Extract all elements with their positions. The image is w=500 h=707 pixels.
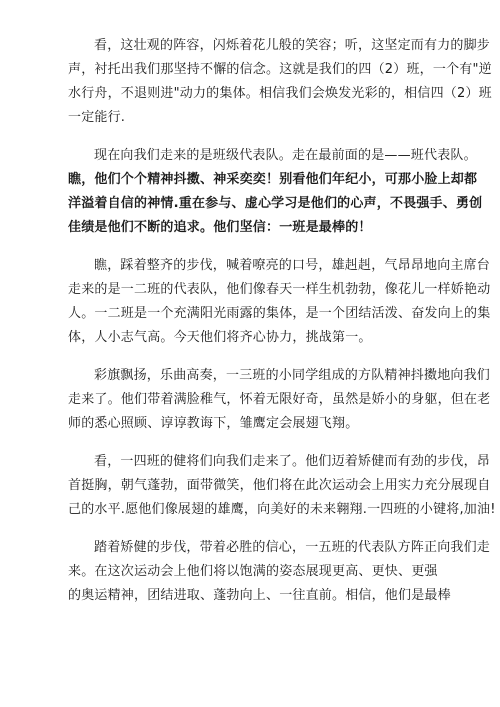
text-line: 瞧，他们个个精神抖擞、神采奕奕！别看他们年纪小，可那小脸上却都 <box>68 172 478 187</box>
text-line: 走来了。他们带着满脸稚气，怀着无限好奇，虽然是娇小的身躯，但在老 <box>68 392 491 407</box>
text-line: 看，这壮观的阵容，闪烁着花儿般的笑容；听，这坚定而有力的脚步 <box>94 38 491 53</box>
paragraph-4 <box>68 364 491 436</box>
paragraph-2 <box>68 144 483 240</box>
text-line: 体，人小志气高。今天他们将齐心协力，挑战第一。 <box>68 330 372 345</box>
text-line: 踏着矫健的步伐，带着必胜的信心，一五班的代表队方阵正向我们走 <box>94 540 491 555</box>
paragraph-5 <box>68 450 496 522</box>
text-line: 看，一四班的健将们向我们走来了。他们迈着矫健而有劲的步伐，昂 <box>94 454 491 469</box>
text-line: 彩旗飘扬，乐曲高奏，一三班的小同学组成的方队精神抖擞地向我们 <box>94 368 491 383</box>
text-line: 洋溢着自信的神情.重在参与、虚心学习是他们的心声，不畏强手、勇创 <box>68 196 483 211</box>
text-line: 瞧，踩着整齐的步伐，喊着嘹亮的口号，雄赳赳，气昂昂地向主席台 <box>94 258 491 273</box>
text-line: 师的悉心照顾、谆谆教诲下，雏鹰定会展翅飞翔。 <box>68 416 359 431</box>
text-line: 人。一二班是一个充满阳光雨露的集体，是一个团结活泼、奋发向上的集 <box>68 306 491 321</box>
text-line: 水行舟，不退则进"动力的集体。相信我们会焕发光彩的，相信四（2）班 <box>68 86 492 101</box>
text-line: 的奥运精神，团结进取、蓬勃向上、一往直前。相信，他们是最棒 <box>68 588 451 603</box>
paragraph-6 <box>68 536 491 608</box>
text-line: 己的水平.愿他们像展翅的雄鹰，向美好的未来翱翔.一四班的小键将,加油! <box>68 502 496 517</box>
text-line: 来。在这次运动会上他们将以饱满的姿态展现更高、更快、更强 <box>68 564 438 579</box>
text-line: 声，衬托出我们那坚持不懈的信念。这就是我们的四（2）班，一个有"逆 <box>68 62 492 77</box>
text-line: 现在向我们走来的是班级代表队。走在最前面的是——班代表队。 <box>94 148 477 163</box>
text-line: 首挺胸，朝气蓬勃，面带微笑，他们将在此次运动会上用实力充分展现自 <box>68 478 491 493</box>
text-line: 一定能行. <box>68 110 126 125</box>
paragraph-1 <box>68 34 492 130</box>
paragraph-3 <box>68 254 491 350</box>
text-line: 走来的是一二班的代表队，他们像春天一样生机勃勃，像花儿一样娇艳动 <box>68 282 491 297</box>
text-line: 佳绩是他们不断的追求。他们坚信：一班是最棒的！ <box>68 220 372 235</box>
